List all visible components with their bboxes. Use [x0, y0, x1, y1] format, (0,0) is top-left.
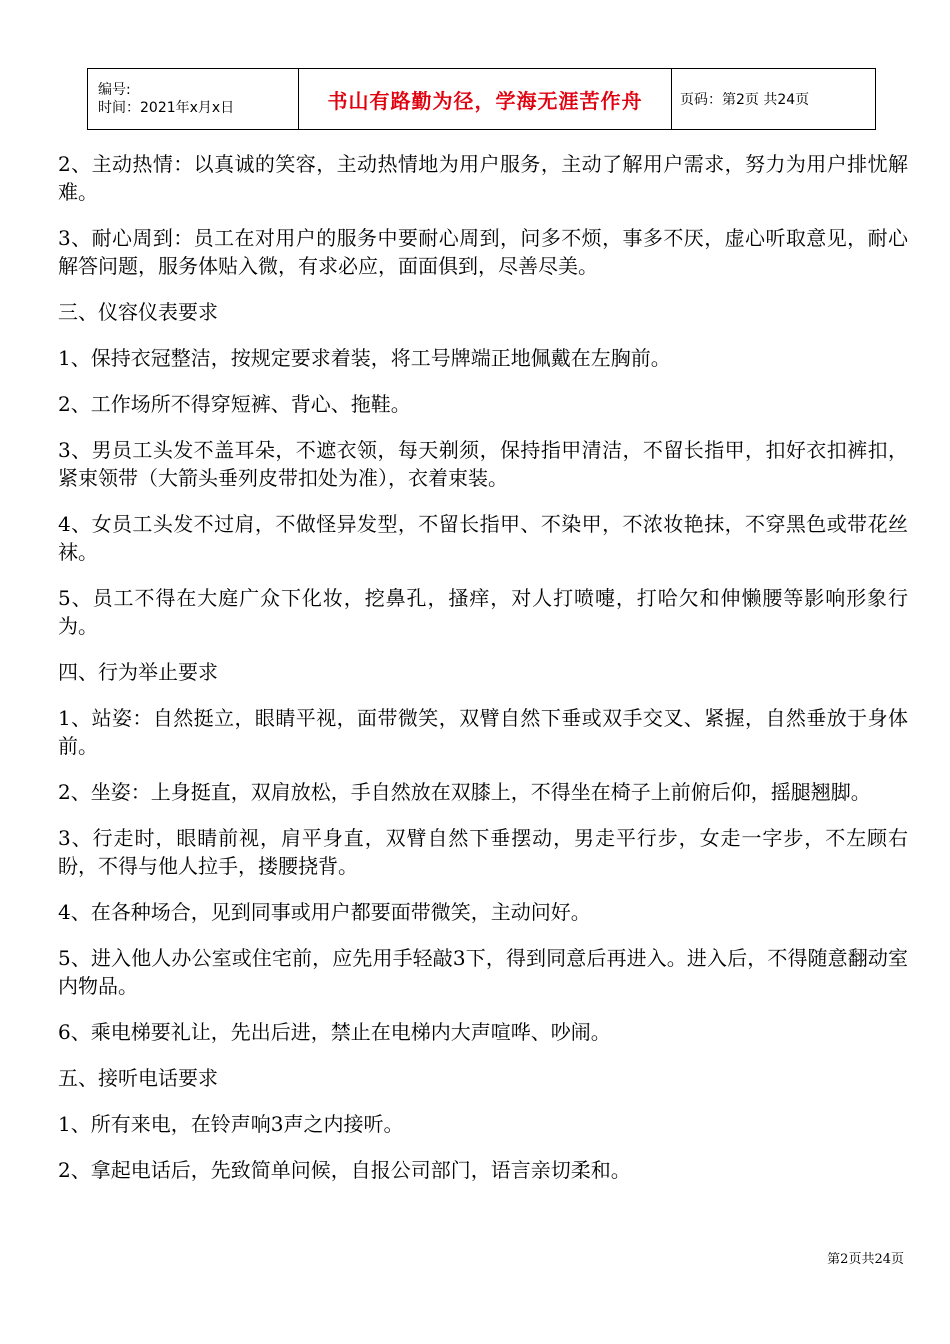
paragraph: 1、站姿：自然挺立，眼睛平视，面带微笑，双臂自然下垂或双手交叉、紧握，自然垂放于身体前。	[58, 706, 908, 758]
paragraph: 2、主动热情：以真诚的笑容，主动热情地为用户服务，主动了解用户需求，努力为用户排忧解难。	[58, 152, 908, 204]
time-label: 时间：2021年x月x日	[98, 100, 235, 116]
document-body	[58, 150, 908, 1202]
paragraph: 5、进入他人办公室或住宅前，应先用手轻敲3下，得到同意后再进入。进入后，不得随意翻动室内物品。	[58, 946, 908, 998]
number-label: 编号:	[98, 82, 131, 98]
header-page-info: 页码：第2页 共24页	[672, 69, 876, 130]
paragraph: 3、耐心周到：员工在对用户的服务中要耐心周到，问多不烦，事多不厌，虚心听取意见，耐心解答问题，服务体贴入微，有求必应，面面俱到，尽善尽美。	[58, 226, 908, 278]
paragraph: 2、拿起电话后，先致简单问候，自报公司部门，语言亲切柔和。	[58, 1158, 631, 1182]
paragraph: 5、员工不得在大庭广众下化妆，挖鼻孔，搔痒，对人打喷嚏，打哈欠和伸懒腰等影响形象行为。	[58, 586, 908, 638]
header-table	[87, 68, 876, 130]
paragraph: 2、工作场所不得穿短裤、背心、拖鞋。	[58, 392, 411, 416]
paragraph: 4、女员工头发不过肩，不做怪异发型，不留长指甲、不染甲，不浓妆艳抹，不穿黑色或带花丝袜。	[58, 512, 908, 564]
paragraph: 1、保持衣冠整洁，按规定要求着装，将工号牌端正地佩戴在左胸前。	[58, 346, 671, 370]
header-meta-cell	[88, 69, 299, 130]
footer-page-info: 第2页共24页	[827, 1252, 904, 1267]
section-heading: 五、接听电话要求	[58, 1066, 218, 1090]
paragraph: 4、在各种场合，见到同事或用户都要面带微笑，主动问好。	[58, 900, 591, 924]
section-heading: 三、仪容仪表要求	[58, 300, 218, 324]
paragraph: 6、乘电梯要礼让，先出后进，禁止在电梯内大声喧哗、吵闹。	[58, 1020, 611, 1044]
header-motto: 书山有路勤为径，学海无涯苦作舟	[299, 69, 672, 130]
paragraph: 3、行走时，眼睛前视，肩平身直，双臂自然下垂摆动，男走平行步，女走一字步，不左顾右盼，不得与他人拉手，搂腰挠背。	[58, 826, 908, 878]
paragraph: 3、男员工头发不盖耳朵，不遮衣领，每天剃须，保持指甲清洁，不留长指甲，扣好衣扣裤扣，紧束领带（大箭头垂列皮带扣处为准），衣着束装。	[58, 438, 908, 490]
paragraph: 2、坐姿：上身挺直，双肩放松，手自然放在双膝上，不得坐在椅子上前俯后仰，摇腿翘脚。	[58, 780, 871, 804]
section-heading: 四、行为举止要求	[58, 660, 218, 684]
paragraph: 1、所有来电，在铃声响3声之内接听。	[58, 1112, 404, 1136]
